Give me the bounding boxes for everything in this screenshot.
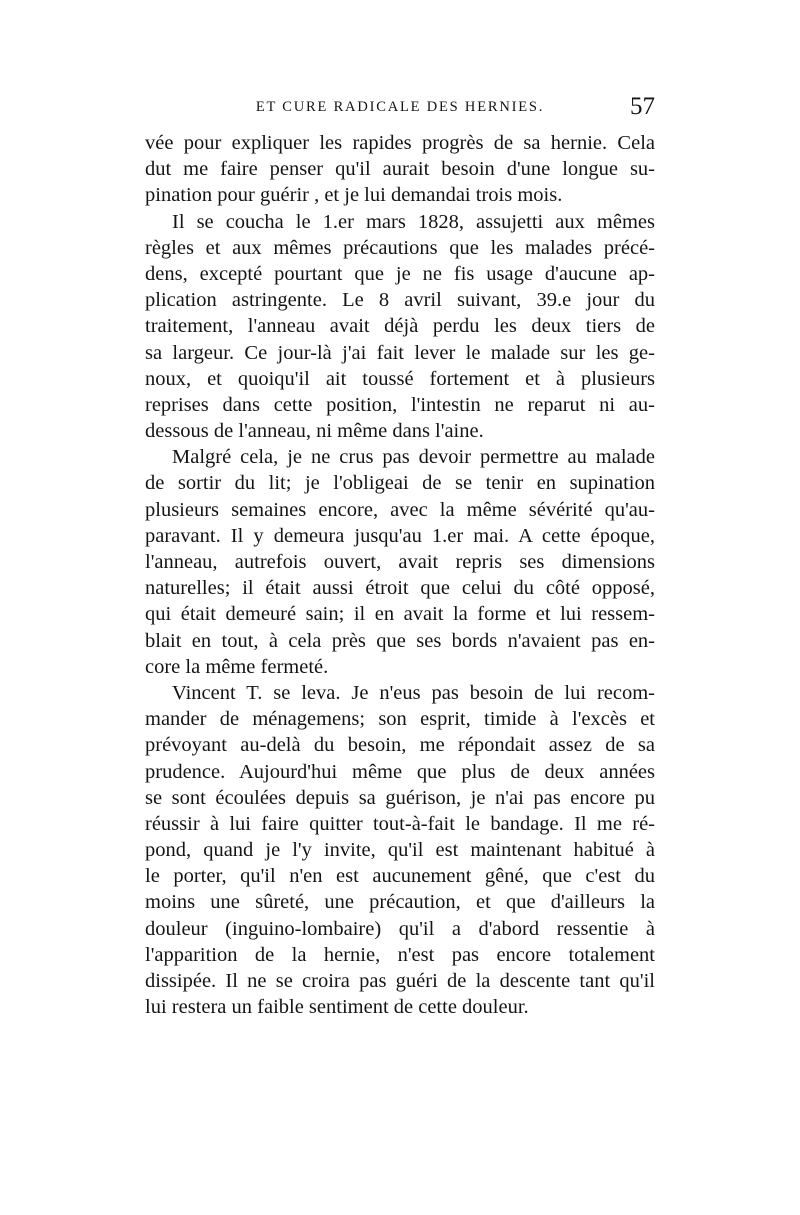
text-line: dens, excepté pourtant que je ne fis usage d'aucune ap- [145,262,655,285]
paragraph [145,444,655,680]
page-number: 57 [630,93,655,120]
text-line: réussir à lui faire quitter tout-à-fait le bandage. Il me ré- [145,812,655,835]
text-line: blait en tout, à cela près que ses bords n'avaient pas en- [145,629,655,652]
running-head: ET CURE RADICALE DES HERNIES. [255,99,545,115]
text-line: dessous de l'anneau, ni même dans l'aine. [145,420,484,443]
page-header [145,93,655,123]
paragraph [145,130,655,209]
text-line: dissipée. Il ne se croira pas guéri de la descente tant qu'il [145,970,655,992]
text-line: lui restera un faible sentiment de cette douleur. [145,996,529,1019]
text-line: règles et aux mêmes précautions que les malades précé- [145,236,655,259]
text-line: core la même fermeté. [145,655,329,678]
text-line: douleur (inguino-lombaire) qu'il a d'abord ressentie à [145,917,655,940]
text-line: mander de ménagemens; son esprit, timide à l'excès et [145,708,655,731]
text-line: prudence. Aujourd'hui même que plus de deux années [145,760,655,783]
text-line: Vincent T. se leva. Je n'eus pas besoin de lui recom- [172,681,655,704]
text-line: de sortir du lit; je l'obligeai de se tenir en supination [145,472,655,495]
paragraph [145,209,655,445]
body-text [145,130,655,1020]
text-line: l'apparition de la hernie, n'est pas encore totalement [145,943,655,966]
text-line: qui était demeuré sain; il en avait la forme et lui ressem- [145,603,655,626]
text-line: pination pour guérir , et je lui demandai trois mois. [145,184,563,207]
text-line: reprises dans cette position, l'intestin ne reparut ni au- [145,393,655,416]
text-line: noux, et quoiqu'il ait toussé fortement et à plusieurs [145,367,655,390]
text-line: Il se coucha le 1.er mars 1828, assujetti aux mêmes [172,210,655,233]
text-line: Malgré cela, je ne crus pas devoir permettre au malade [172,446,655,469]
paragraph [145,680,655,1020]
text-line: dut me faire penser qu'il aurait besoin d'une longue su- [145,158,655,181]
text-line: prévoyant au-delà du besoin, me répondait assez de sa [145,734,655,757]
text-line: l'anneau, autrefois ouvert, avait repris ses dimensions [145,551,655,573]
text-line: se sont écoulées depuis sa guérison, je n'ai pas encore pu [145,786,655,809]
text-line: paravant. Il y demeura jusqu'au 1.er mai. A cette époque, [145,524,655,547]
text-line: moins une sûreté, une précaution, et que d'ailleurs la [145,891,655,914]
text-line: plication astringente. Le 8 avril suivant, 39.e jour du [145,289,655,312]
text-line: naturelles; il était aussi étroit que celui du côté opposé, [145,577,655,600]
text-line: pond, quand je l'y invite, qu'il est maintenant habitué à [145,839,655,862]
text-line: plusieurs semaines encore, avec la même sévérité qu'au- [145,498,655,521]
text-line: vée pour expliquer les rapides progrès de sa hernie. Cela [145,132,655,154]
text-line: traitement, l'anneau avait déjà perdu les deux tiers de [145,315,655,338]
text-line: le porter, qu'il n'en est aucunement gêné, que c'est du [145,865,655,888]
text-line: sa largeur. Ce jour-là j'ai fait lever le malade sur les ge- [145,341,655,364]
